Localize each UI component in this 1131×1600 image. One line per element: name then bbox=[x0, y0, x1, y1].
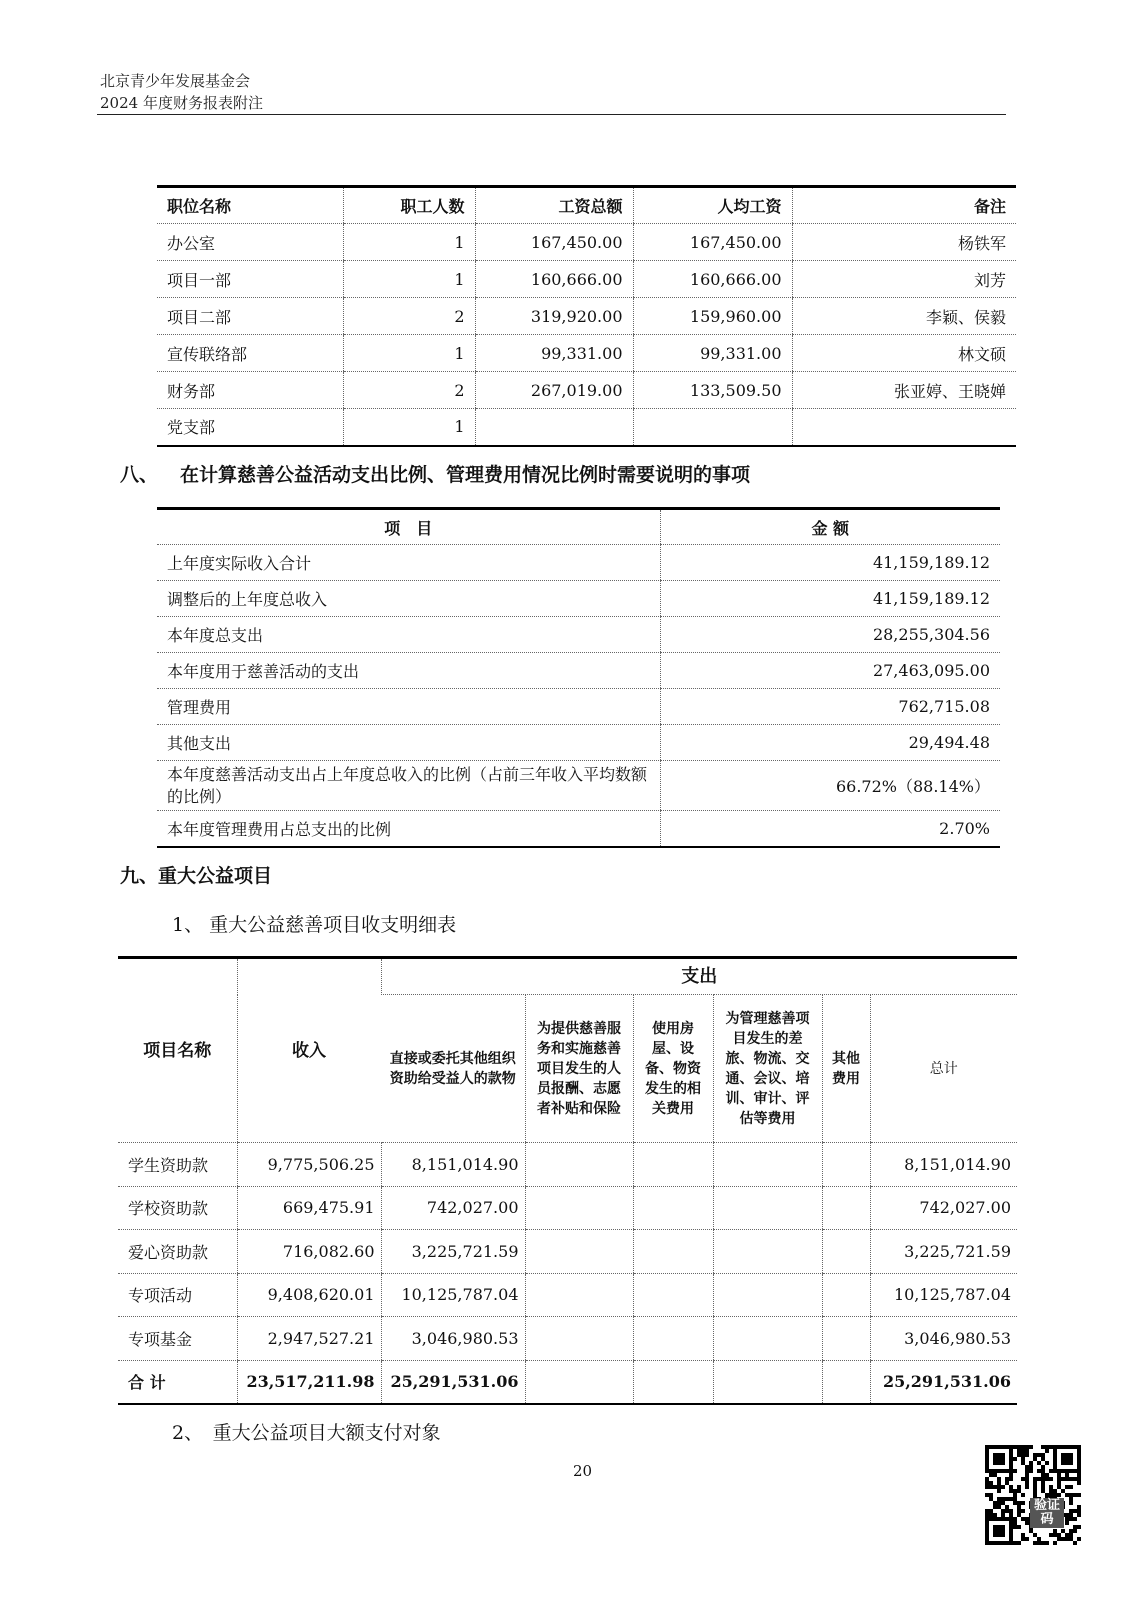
table-cell: 319,920.00 bbox=[475, 298, 633, 335]
table-cell bbox=[713, 1143, 822, 1187]
table-cell: 9,775,506.25 bbox=[237, 1143, 381, 1187]
section-8-heading bbox=[120, 460, 750, 487]
table-row bbox=[157, 545, 1000, 581]
table-cell: 本年度慈善活动支出占上年度总收入的比例（占前三年收入平均数额的比例） bbox=[157, 761, 660, 811]
table-cell: 其他支出 bbox=[157, 725, 660, 761]
table-cell bbox=[792, 409, 1016, 446]
table-cell: 张亚婷、王晓婵 bbox=[792, 372, 1016, 409]
table-row bbox=[157, 761, 1000, 811]
column-header: 工资总额 bbox=[475, 187, 633, 224]
header-doc-title: 2024 年度财务报表附注 bbox=[100, 94, 263, 112]
table-cell: 28,255,304.56 bbox=[660, 617, 1000, 653]
table-row bbox=[118, 1230, 1017, 1274]
table-cell bbox=[822, 1360, 870, 1404]
column-header: 其他费用 bbox=[822, 995, 870, 1143]
header-project-name: 项目名称 bbox=[118, 958, 237, 1143]
column-header: 总计 bbox=[870, 995, 1017, 1143]
column-header: 备注 bbox=[792, 187, 1016, 224]
table-cell: 1 bbox=[343, 224, 475, 261]
table-cell: 267,019.00 bbox=[475, 372, 633, 409]
column-header: 职位名称 bbox=[157, 187, 343, 224]
table-cell: 25,291,531.06 bbox=[381, 1360, 525, 1404]
table-cell: 8,151,014.90 bbox=[381, 1143, 525, 1187]
table-cell: 762,715.08 bbox=[660, 689, 1000, 725]
table-cell: 专项基金 bbox=[118, 1317, 237, 1361]
table-cell: 党支部 bbox=[157, 409, 343, 446]
table-cell: 29,494.48 bbox=[660, 725, 1000, 761]
table-cell: 167,450.00 bbox=[633, 224, 792, 261]
table-cell: 爱心资助款 bbox=[118, 1230, 237, 1274]
table-cell bbox=[822, 1230, 870, 1274]
table-cell bbox=[525, 1273, 633, 1317]
table-cell: 1 bbox=[343, 409, 475, 446]
table-cell bbox=[713, 1360, 822, 1404]
subsection-2-heading: 2、 重大公益项目大额支付对象 bbox=[172, 1422, 441, 1444]
table-cell: 41,159,189.12 bbox=[660, 545, 1000, 581]
table-cell: 159,960.00 bbox=[633, 298, 792, 335]
table-cell bbox=[525, 1317, 633, 1361]
table-cell: 8,151,014.90 bbox=[870, 1143, 1017, 1187]
table-cell: 742,027.00 bbox=[870, 1186, 1017, 1230]
table-cell: 2,947,527.21 bbox=[237, 1317, 381, 1361]
table-row bbox=[157, 617, 1000, 653]
header-rule bbox=[97, 114, 1006, 115]
table-row bbox=[118, 1360, 1017, 1404]
table-cell: 742,027.00 bbox=[381, 1186, 525, 1230]
column-header: 直接或委托其他组织资助给受益人的款物 bbox=[381, 995, 525, 1143]
table-cell: 财务部 bbox=[157, 372, 343, 409]
table-cell: 2 bbox=[343, 372, 475, 409]
project-table bbox=[118, 956, 1017, 1405]
table-cell: 2.70% bbox=[660, 811, 1000, 847]
table-cell: 1 bbox=[343, 261, 475, 298]
qr-code-image bbox=[985, 1445, 1081, 1545]
staff-table bbox=[157, 185, 1016, 447]
column-header: 职工人数 bbox=[343, 187, 475, 224]
table-cell: 上年度实际收入合计 bbox=[157, 545, 660, 581]
table-row bbox=[157, 581, 1000, 617]
table-cell bbox=[525, 1230, 633, 1274]
table-header-row bbox=[157, 509, 1000, 545]
table-cell: 3,046,980.53 bbox=[870, 1317, 1017, 1361]
header-income: 收入 bbox=[237, 958, 381, 1143]
table-cell bbox=[633, 409, 792, 446]
table-cell: 669,475.91 bbox=[237, 1186, 381, 1230]
ratio-table bbox=[157, 507, 1000, 848]
table-cell bbox=[713, 1230, 822, 1274]
table-row bbox=[157, 689, 1000, 725]
table-cell: 项目二部 bbox=[157, 298, 343, 335]
table-cell bbox=[633, 1273, 713, 1317]
table-cell bbox=[822, 1273, 870, 1317]
table-row bbox=[157, 409, 1016, 446]
table-row bbox=[118, 1186, 1017, 1230]
table-cell: 3,225,721.59 bbox=[381, 1230, 525, 1274]
table-cell: 调整后的上年度总收入 bbox=[157, 581, 660, 617]
table-cell: 林文硕 bbox=[792, 335, 1016, 372]
table-header-row bbox=[157, 187, 1016, 224]
table-row bbox=[157, 261, 1016, 298]
table-cell: 李颖、侯毅 bbox=[792, 298, 1016, 335]
table-cell: 66.72%（88.14%） bbox=[660, 761, 1000, 811]
header-org: 北京青少年发展基金会 bbox=[100, 72, 251, 90]
table-row bbox=[157, 725, 1000, 761]
table-cell: 专项活动 bbox=[118, 1273, 237, 1317]
table-cell: 2 bbox=[343, 298, 475, 335]
table-cell: 宣传联络部 bbox=[157, 335, 343, 372]
section-number: 八、 bbox=[120, 464, 159, 486]
table-cell: 办公室 bbox=[157, 224, 343, 261]
table-cell bbox=[822, 1317, 870, 1361]
table-cell: 刘芳 bbox=[792, 261, 1016, 298]
table-cell: 管理费用 bbox=[157, 689, 660, 725]
table-cell: 160,666.00 bbox=[475, 261, 633, 298]
table-cell: 23,517,211.98 bbox=[237, 1360, 381, 1404]
table-row bbox=[157, 298, 1016, 335]
table-cell bbox=[633, 1230, 713, 1274]
table-cell: 学校资助款 bbox=[118, 1186, 237, 1230]
table-row bbox=[157, 372, 1016, 409]
table-cell bbox=[633, 1186, 713, 1230]
column-header: 为管理慈善项目发生的差旅、物流、交通、会议、培训、审计、评估等费用 bbox=[713, 995, 822, 1143]
table-row bbox=[157, 653, 1000, 689]
table-cell: 160,666.00 bbox=[633, 261, 792, 298]
table-cell: 3,225,721.59 bbox=[870, 1230, 1017, 1274]
table-cell: 9,408,620.01 bbox=[237, 1273, 381, 1317]
table-cell bbox=[525, 1186, 633, 1230]
table-cell bbox=[713, 1273, 822, 1317]
qr-verification-label: 验证码 bbox=[1030, 1498, 1064, 1528]
table-cell: 99,331.00 bbox=[475, 335, 633, 372]
table-cell: 99,331.00 bbox=[633, 335, 792, 372]
table-cell bbox=[713, 1317, 822, 1361]
table-cell bbox=[633, 1143, 713, 1187]
table-row bbox=[118, 1143, 1017, 1187]
table-cell: 41,159,189.12 bbox=[660, 581, 1000, 617]
table-cell: 本年度管理费用占总支出的比例 bbox=[157, 811, 660, 847]
table-cell: 项目一部 bbox=[157, 261, 343, 298]
table-cell: 合 计 bbox=[118, 1360, 237, 1404]
column-header: 为提供慈善服务和实施慈善项目发生的人员报酬、志愿者补贴和保险 bbox=[525, 995, 633, 1143]
table-cell: 27,463,095.00 bbox=[660, 653, 1000, 689]
section-title: 在计算慈善公益活动支出比例、管理费用情况比例时需要说明的事项 bbox=[180, 464, 751, 486]
table-cell bbox=[525, 1143, 633, 1187]
table-row bbox=[157, 335, 1016, 372]
table-cell: 25,291,531.06 bbox=[870, 1360, 1017, 1404]
table-cell bbox=[713, 1186, 822, 1230]
table-cell: 167,450.00 bbox=[475, 224, 633, 261]
table-cell: 3,046,980.53 bbox=[381, 1317, 525, 1361]
table-cell bbox=[633, 1317, 713, 1361]
table-cell: 10,125,787.04 bbox=[381, 1273, 525, 1317]
table-cell: 本年度总支出 bbox=[157, 617, 660, 653]
section-9-heading: 九、重大公益项目 bbox=[120, 865, 273, 887]
table-cell bbox=[633, 1360, 713, 1404]
column-header: 金 额 bbox=[660, 509, 1000, 545]
table-cell bbox=[822, 1186, 870, 1230]
table-row bbox=[157, 224, 1016, 261]
table-cell bbox=[525, 1360, 633, 1404]
header-expense: 支出 bbox=[381, 958, 1017, 995]
column-header: 人均工资 bbox=[633, 187, 792, 224]
table-cell: 10,125,787.04 bbox=[870, 1273, 1017, 1317]
subsection-1-heading: 1、 重大公益慈善项目收支明细表 bbox=[172, 914, 457, 936]
table-cell: 杨铁军 bbox=[792, 224, 1016, 261]
table-cell: 133,509.50 bbox=[633, 372, 792, 409]
column-header: 使用房屋、设备、物资发生的相关费用 bbox=[633, 995, 713, 1143]
table-cell bbox=[475, 409, 633, 446]
table-cell bbox=[822, 1143, 870, 1187]
table-row bbox=[157, 811, 1000, 847]
table-cell: 716,082.60 bbox=[237, 1230, 381, 1274]
table-cell: 1 bbox=[343, 335, 475, 372]
table-row bbox=[118, 1317, 1017, 1361]
table-row bbox=[118, 1273, 1017, 1317]
page-number: 20 bbox=[573, 1462, 593, 1480]
table-cell: 学生资助款 bbox=[118, 1143, 237, 1187]
column-header: 项 目 bbox=[157, 509, 660, 545]
table-cell: 本年度用于慈善活动的支出 bbox=[157, 653, 660, 689]
